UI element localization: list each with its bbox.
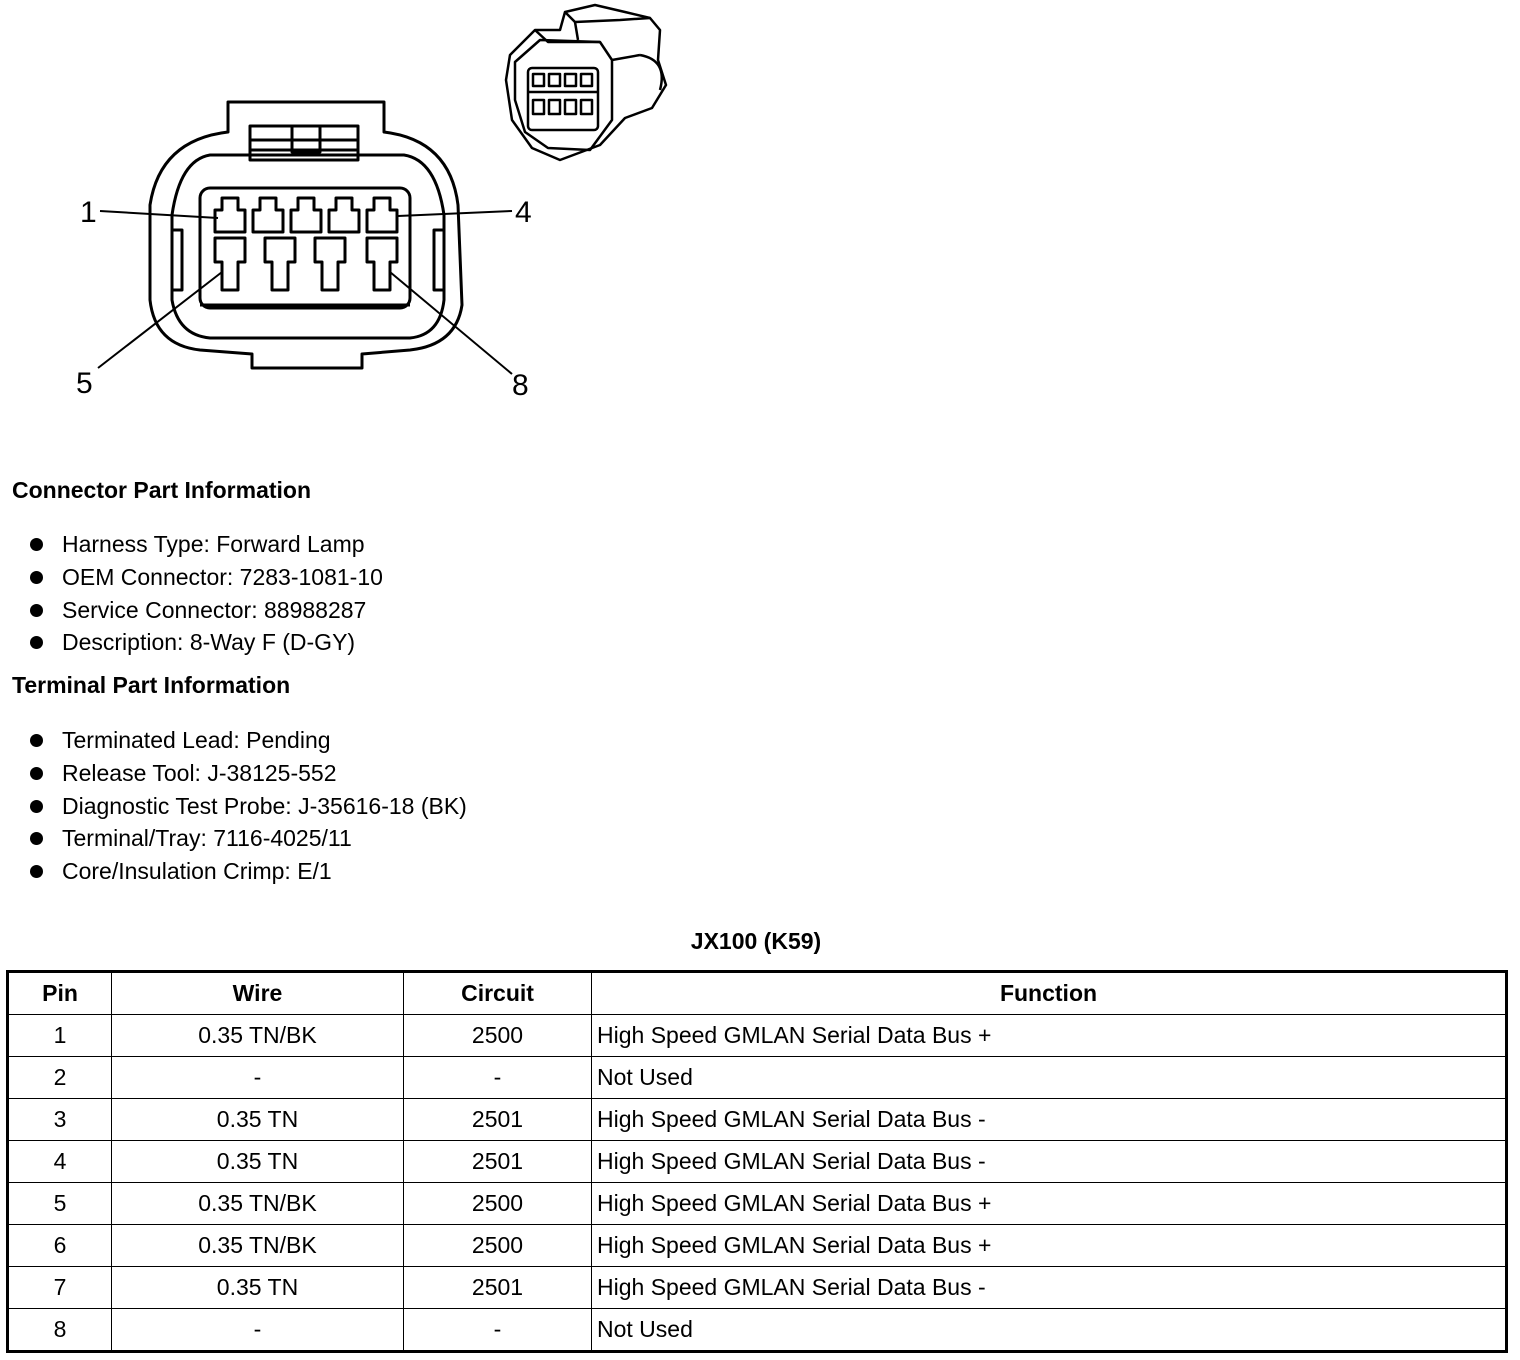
connector-diagram: [0, 0, 720, 420]
table-title: JX100 (K59): [690, 928, 822, 954]
list-item: [28, 823, 467, 856]
terminal-info-list: [28, 725, 467, 889]
cell-wire: 0.35 TN: [112, 1141, 404, 1183]
cell-pin: 4: [8, 1141, 112, 1183]
connector-housing-outline: [150, 102, 462, 368]
cell-circuit: -: [404, 1057, 592, 1099]
list-item-text: OEM Connector: 7283-1081-10: [62, 563, 383, 590]
list-item: [28, 595, 383, 628]
bullet-icon: [30, 571, 43, 584]
cell-function: High Speed GMLAN Serial Data Bus +: [592, 1015, 1507, 1057]
table-row: [8, 1099, 1507, 1141]
bullet-icon: [30, 832, 43, 845]
bullet-icon: [30, 538, 43, 551]
bullet-icon: [30, 800, 43, 813]
list-item-text: Terminal/Tray: 7116-4025/11: [62, 825, 352, 852]
cell-circuit: 2500: [404, 1225, 592, 1267]
table-row: [8, 1225, 1507, 1267]
cell-pin: 6: [8, 1225, 112, 1267]
cavity-row-bottom: [215, 238, 397, 290]
column-header-pin: Pin: [8, 972, 112, 1015]
list-item: [28, 791, 467, 824]
connector-3d-view: [506, 5, 666, 160]
cell-function: Not Used: [592, 1309, 1507, 1352]
pin-callout-8: 8: [512, 369, 529, 402]
list-item: [28, 856, 467, 889]
table-header-row: [8, 972, 1507, 1015]
cell-pin: 1: [8, 1015, 112, 1057]
cell-circuit: 2500: [404, 1183, 592, 1225]
list-item: [28, 529, 383, 562]
list-item: [28, 562, 383, 595]
cell-pin: 3: [8, 1099, 112, 1141]
list-item-text: Core/Insulation Crimp: E/1: [62, 858, 332, 885]
table-row: [8, 1057, 1507, 1099]
list-item-text: Harness Type: Forward Lamp: [62, 531, 365, 557]
bullet-icon: [30, 636, 43, 649]
cell-function: Not Used: [592, 1057, 1507, 1099]
cell-wire: -: [112, 1309, 404, 1352]
leader-line-pin-5: [98, 272, 222, 368]
cell-wire: 0.35 TN/BK: [112, 1183, 404, 1225]
connector-info-list: [28, 529, 383, 660]
cavity-row-top: [215, 198, 397, 232]
table-row: [8, 1183, 1507, 1225]
column-header-function: Function: [592, 972, 1507, 1015]
connector-info-heading: Connector Part Information: [12, 477, 312, 503]
pin-callout-4: 4: [515, 196, 532, 229]
cell-function: High Speed GMLAN Serial Data Bus +: [592, 1225, 1507, 1267]
cell-circuit: 2501: [404, 1267, 592, 1309]
table-row: [8, 1015, 1507, 1057]
table-row: [8, 1309, 1507, 1352]
leader-line-pin-8: [390, 272, 512, 374]
cell-circuit: 2500: [404, 1015, 592, 1057]
cell-function: High Speed GMLAN Serial Data Bus -: [592, 1267, 1507, 1309]
column-header-wire: Wire: [112, 972, 404, 1015]
cell-circuit: 2501: [404, 1099, 592, 1141]
cell-wire: 0.35 TN/BK: [112, 1015, 404, 1057]
cell-function: High Speed GMLAN Serial Data Bus -: [592, 1099, 1507, 1141]
cell-wire: 0.35 TN: [112, 1267, 404, 1309]
list-item-text: Description: 8-Way F (D-GY): [62, 629, 356, 656]
list-item-text: Release Tool: J-38125-552: [62, 759, 337, 786]
list-item-text: Diagnostic Test Probe: J-35616-18 (BK): [62, 792, 467, 819]
cell-wire: -: [112, 1057, 404, 1099]
pin-callout-5: 5: [76, 367, 93, 400]
pin-callout-1: 1: [80, 196, 97, 229]
bullet-icon: [30, 604, 43, 617]
bullet-icon: [30, 734, 43, 747]
bullet-icon: [30, 767, 43, 780]
cell-pin: 8: [8, 1309, 112, 1352]
list-item-text: Terminated Lead: Pending: [62, 727, 331, 753]
cell-pin: 7: [8, 1267, 112, 1309]
leader-line-pin-4: [398, 211, 512, 216]
cell-wire: 0.35 TN/BK: [112, 1225, 404, 1267]
cell-circuit: -: [404, 1309, 592, 1352]
connector-shroud-outline: [172, 155, 444, 338]
list-item: [28, 725, 467, 758]
cell-circuit: 2501: [404, 1141, 592, 1183]
bullet-icon: [30, 865, 43, 878]
table-row: [8, 1267, 1507, 1309]
cell-function: High Speed GMLAN Serial Data Bus +: [592, 1183, 1507, 1225]
pinout-table: [6, 970, 1508, 1353]
table-row: [8, 1141, 1507, 1183]
terminal-info-heading: Terminal Part Information: [12, 672, 291, 698]
list-item: [28, 627, 383, 660]
cell-pin: 5: [8, 1183, 112, 1225]
list-item-text: Service Connector: 88988287: [62, 596, 367, 623]
cell-function: High Speed GMLAN Serial Data Bus -: [592, 1141, 1507, 1183]
cell-wire: 0.35 TN: [112, 1099, 404, 1141]
column-header-circuit: Circuit: [404, 972, 592, 1015]
cell-pin: 2: [8, 1057, 112, 1099]
list-item: [28, 758, 467, 791]
